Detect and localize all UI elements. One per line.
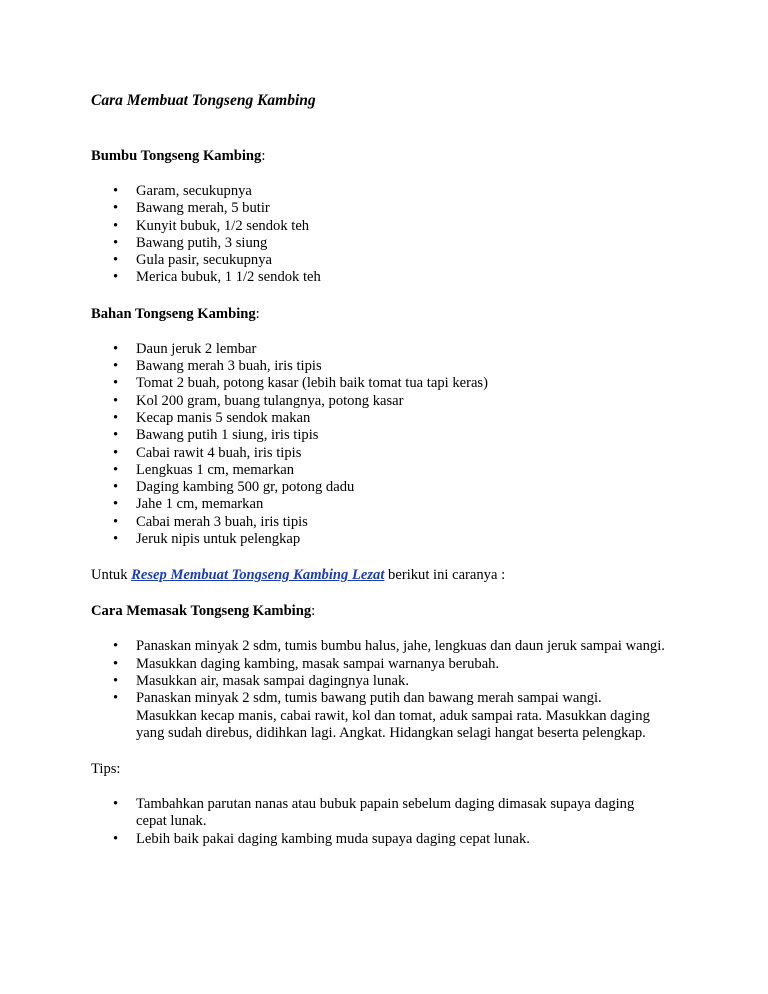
tips-heading: Tips:: [91, 761, 121, 778]
cara-heading-colon: :: [311, 603, 316, 620]
list-item: • Daun jeruk 2 lembar: [136, 341, 691, 358]
list-item: • Daging kambing 500 gr, potong dadu: [136, 479, 691, 496]
cara-heading-text: Cara Memasak Tongseng Kambing: [91, 603, 312, 620]
list-item: • Cabai rawit 4 buah, iris tipis: [136, 445, 691, 462]
list-item: • Gula pasir, secukupnya: [136, 252, 691, 269]
list-item: • Masukkan daging kambing, masak sampai warnanya berubah.: [136, 656, 666, 673]
recipe-link[interactable]: Resep Membuat Tongseng Kambing Lezat: [131, 567, 385, 584]
list-item: • Bawang merah 3 buah, iris tipis: [136, 358, 691, 375]
bahan-heading: [91, 305, 691, 323]
list-item: • Bawang merah, 5 butir: [136, 200, 691, 217]
bumbu-heading-colon: :: [261, 148, 266, 164]
list-item: • Tomat 2 buah, potong kasar (lebih baik tomat tua tapi keras): [136, 375, 691, 392]
bumbu-heading: [91, 147, 691, 165]
list-item: • Kol 200 gram, buang tulangnya, potong kasar: [136, 393, 691, 410]
list-item: • Cabai merah 3 buah, iris tipis: [136, 514, 691, 531]
list-item: • Kunyit bubuk, 1/2 sendok teh: [136, 218, 691, 235]
document-page: [91, 91, 691, 866]
cara-list: [91, 638, 691, 742]
list-item: • Panaskan minyak 2 sdm, tumis bumbu halus, jahe, lengkuas dan daun jeruk sampai wangi.: [136, 638, 666, 655]
bumbu-heading-text: Bumbu Tongseng Kambing: [91, 148, 262, 164]
cara-heading: [91, 602, 691, 620]
list-item: • Lebih baik pakai daging kambing muda supaya daging cepat lunak.: [136, 831, 666, 848]
list-item: • Merica bubuk, 1 1/2 sendok teh: [136, 269, 691, 286]
list-item: • Masukkan air, masak sampai dagingnya lunak.: [136, 673, 666, 690]
list-item: • Kecap manis 5 sendok makan: [136, 410, 691, 427]
bahan-list: [91, 341, 691, 549]
list-item: • Jahe 1 cm, memarkan: [136, 496, 691, 513]
intro-prefix: Untuk: [91, 567, 132, 584]
list-item: • Lengkuas 1 cm, memarkan: [136, 462, 691, 479]
list-item: • Tambahkan parutan nanas atau bubuk papain sebelum daging dimasak supaya daging cepat lunak.: [136, 796, 666, 831]
list-item: • Panaskan minyak 2 sdm, tumis bawang putih dan bawang merah sampai wangi. Masukkan kecap manis, cabai rawit, kol dan tomat, aduk sampai rata. Masukkan daging yang sudah direbus, didihkan lagi. Angkat. Hidangkan selagi hangat beserta pelengkap.: [136, 690, 666, 742]
list-item: • Jeruk nipis untuk pelengkap: [136, 531, 691, 548]
intro-suffix: berikut ini caranya :: [384, 567, 506, 584]
list-item: • Garam, secukupnya: [136, 183, 691, 200]
bahan-heading-colon: :: [255, 305, 260, 322]
tips-list: [91, 796, 691, 848]
list-item: • Bawang putih 1 siung, iris tipis: [136, 427, 691, 444]
list-item: • Bawang putih, 3 siung: [136, 235, 691, 252]
page-title: Cara Membuat Tongseng Kambing: [91, 92, 316, 109]
bumbu-list: [91, 183, 691, 287]
intro-paragraph: [91, 566, 691, 584]
bahan-heading-text: Bahan Tongseng Kambing: [91, 305, 256, 322]
